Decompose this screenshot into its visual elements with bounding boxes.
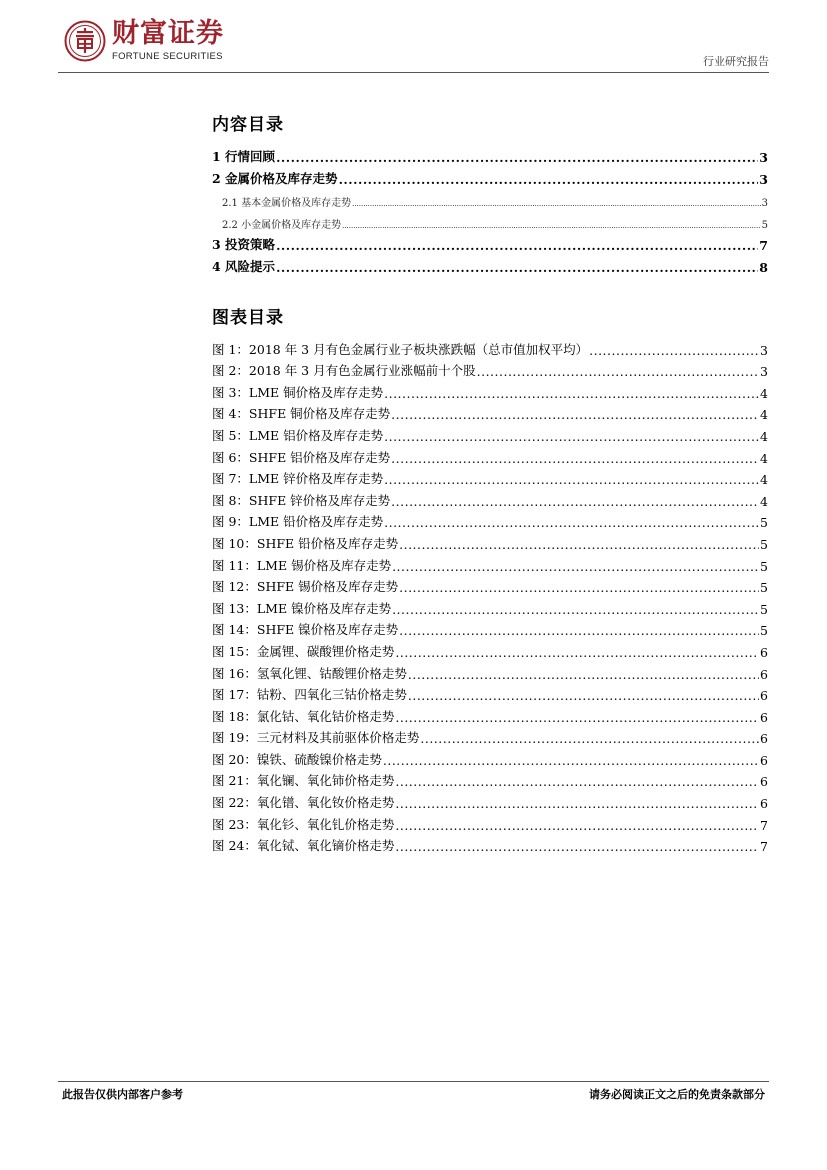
figure-entry[interactable] xyxy=(212,509,768,531)
entry-page-number: 4 xyxy=(760,450,768,466)
dot-leader xyxy=(408,688,759,703)
entry-label: 图 8：SHFE 锌价格及库存走势 xyxy=(212,492,391,508)
entry-label: 图 18：氯化钴、氧化钴价格走势 xyxy=(212,708,395,724)
entry-label: 1 行情回顾 xyxy=(212,149,276,164)
footer-divider xyxy=(58,1081,769,1082)
entry-page-number: 6 xyxy=(760,688,768,704)
figure-entry[interactable] xyxy=(212,660,768,682)
entry-page-number: 6 xyxy=(760,752,768,768)
dot-leader xyxy=(384,386,759,401)
footer-disclaimer-left: 此报告仅供内部客户参考 xyxy=(62,1088,183,1101)
entry-page-number: 6 xyxy=(760,796,768,812)
entry-label: 图 7：LME 锌价格及库存走势 xyxy=(212,471,384,487)
contents-entry[interactable] xyxy=(212,231,768,253)
dot-leader xyxy=(276,150,758,165)
entry-label: 图 3：LME 铜价格及库存走势 xyxy=(212,384,384,400)
entry-page-number: 3 xyxy=(760,342,768,358)
entry-page-number: 5 xyxy=(760,536,768,552)
dot-leader xyxy=(392,602,759,617)
entry-label: 图 6：SHFE 铝价格及库存走势 xyxy=(212,449,391,465)
contents-entry[interactable] xyxy=(212,209,768,231)
entry-label: 图 14：SHFE 镍价格及库存走势 xyxy=(212,622,399,638)
entry-page-number: 4 xyxy=(760,385,768,401)
entry-label: 图 2：2018 年 3 月有色金属行业涨幅前十个股 xyxy=(212,363,476,379)
figures-title: 图表目录 xyxy=(212,308,284,328)
dot-leader xyxy=(420,731,759,746)
figure-entry[interactable] xyxy=(212,617,768,639)
figure-entry[interactable] xyxy=(212,811,768,833)
entry-page-number: 6 xyxy=(760,774,768,790)
figure-entry[interactable] xyxy=(212,530,768,552)
entry-page-number: 5 xyxy=(760,601,768,617)
entry-label: 图 20：镍铁、硫酸镍价格走势 xyxy=(212,751,382,767)
entry-page-number: 8 xyxy=(759,260,768,275)
entry-label: 图 17：钴粉、四氧化三钴价格走势 xyxy=(212,687,407,703)
entry-label: 图 10：SHFE 铅价格及库存走势 xyxy=(212,535,399,551)
figure-entry[interactable] xyxy=(212,552,768,574)
entry-page-number: 6 xyxy=(760,644,768,660)
entry-label: 图 5：LME 铝价格及库存走势 xyxy=(212,427,384,443)
entry-page-number: 7 xyxy=(760,817,768,833)
entry-page-number: 3 xyxy=(759,172,768,187)
figure-entry[interactable] xyxy=(212,574,768,596)
dot-leader xyxy=(384,429,759,444)
contents-entry[interactable] xyxy=(212,165,768,187)
dot-leader xyxy=(395,645,759,660)
entry-label: 图 11：LME 锡价格及库存走势 xyxy=(212,557,392,573)
figure-entry[interactable] xyxy=(212,725,768,747)
entry-label: 图 21：氧化镧、氧化铈价格走势 xyxy=(212,773,395,789)
entry-page-number: 3 xyxy=(761,198,768,209)
entry-page-number: 5 xyxy=(761,220,768,231)
entry-label: 图 1：2018 年 3 月有色金属行业子板块涨跌幅（总市值加权平均） xyxy=(212,341,589,357)
figure-entry[interactable] xyxy=(212,682,768,704)
entry-page-number: 5 xyxy=(760,515,768,531)
report-type-label: 行业研究报告 xyxy=(703,55,769,68)
dot-leader xyxy=(342,220,761,231)
figure-entry[interactable] xyxy=(212,487,768,509)
entry-label: 图 19：三元材料及其前驱体价格走势 xyxy=(212,730,420,746)
entry-label: 图 23：氧化钐、氧化钆价格走势 xyxy=(212,816,395,832)
entry-page-number: 7 xyxy=(759,238,768,253)
page-header xyxy=(0,0,827,80)
figure-entry[interactable] xyxy=(212,422,768,444)
entry-page-number: 3 xyxy=(759,150,768,165)
contents-entry[interactable] xyxy=(212,187,768,209)
dot-leader xyxy=(352,198,761,209)
entry-page-number: 4 xyxy=(760,493,768,509)
entry-page-number: 6 xyxy=(760,666,768,682)
dot-leader xyxy=(391,494,759,509)
entry-page-number: 5 xyxy=(760,623,768,639)
dot-leader xyxy=(384,515,759,530)
entry-page-number: 7 xyxy=(760,839,768,855)
entry-label: 图 9：LME 铅价格及库存走势 xyxy=(212,514,384,530)
figure-entry[interactable] xyxy=(212,746,768,768)
figure-entry[interactable] xyxy=(212,595,768,617)
figure-entry[interactable] xyxy=(212,768,768,790)
figure-entry[interactable] xyxy=(212,336,768,358)
dot-leader xyxy=(392,559,759,574)
entry-label: 3 投资策略 xyxy=(212,237,276,252)
figure-entry[interactable] xyxy=(212,444,768,466)
figure-entry[interactable] xyxy=(212,833,768,855)
company-logo xyxy=(64,20,224,62)
dot-leader xyxy=(395,774,759,789)
entry-label: 图 4：SHFE 铜价格及库存走势 xyxy=(212,406,391,422)
dot-leader xyxy=(395,818,759,833)
contents-title: 内容目录 xyxy=(212,115,284,135)
footer-disclaimer-right: 请务必阅读正文之后的免责条款部分 xyxy=(589,1088,765,1101)
header-divider xyxy=(58,72,769,73)
figure-entry[interactable] xyxy=(212,789,768,811)
dot-leader xyxy=(276,260,758,275)
entry-label: 2 金属价格及库存走势 xyxy=(212,171,338,186)
figure-entry[interactable] xyxy=(212,401,768,423)
dot-leader xyxy=(399,580,759,595)
figure-entry[interactable] xyxy=(212,638,768,660)
dot-leader xyxy=(589,343,759,358)
dot-leader xyxy=(399,623,759,638)
dot-leader xyxy=(391,407,759,422)
dot-leader xyxy=(339,172,759,187)
figure-entry[interactable] xyxy=(212,379,768,401)
dot-leader xyxy=(395,796,759,811)
entry-label: 图 12：SHFE 锡价格及库存走势 xyxy=(212,579,399,595)
entry-label: 图 24：氧化铽、氧化镝价格走势 xyxy=(212,838,395,854)
entry-page-number: 5 xyxy=(760,580,768,596)
dot-leader xyxy=(399,537,759,552)
dot-leader xyxy=(395,839,759,854)
fortune-seal-icon xyxy=(64,20,106,62)
dot-leader xyxy=(384,472,759,487)
dot-leader xyxy=(391,451,759,466)
entry-label: 图 15：金属锂、碳酸锂价格走势 xyxy=(212,643,395,659)
contents-list xyxy=(212,143,768,275)
figure-entry[interactable] xyxy=(212,466,768,488)
dot-leader xyxy=(276,238,758,253)
entry-label: 2.1 基本金属价格及库存走势 xyxy=(222,198,352,209)
entry-page-number: 4 xyxy=(760,407,768,423)
contents-entry[interactable] xyxy=(212,253,768,275)
contents-entry[interactable] xyxy=(212,143,768,165)
entry-page-number: 6 xyxy=(760,709,768,725)
figure-entry[interactable] xyxy=(212,358,768,380)
entry-label: 图 22：氧化镨、氧化钕价格走势 xyxy=(212,795,395,811)
logo-chinese-name: 财富证券 xyxy=(112,18,224,50)
entry-label: 2.2 小金属价格及库存走势 xyxy=(222,220,342,231)
entry-page-number: 6 xyxy=(760,731,768,747)
entry-label: 图 13：LME 镍价格及库存走势 xyxy=(212,600,392,616)
dot-leader xyxy=(408,667,759,682)
entry-label: 图 16：氢氧化锂、钴酸锂价格走势 xyxy=(212,665,407,681)
entry-page-number: 5 xyxy=(760,558,768,574)
dot-leader xyxy=(477,364,759,379)
entry-page-number: 4 xyxy=(760,472,768,488)
dot-leader xyxy=(383,753,759,768)
dot-leader xyxy=(395,710,759,725)
entry-page-number: 4 xyxy=(760,428,768,444)
entry-page-number: 3 xyxy=(760,364,768,380)
entry-label: 4 风险提示 xyxy=(212,259,276,274)
logo-english-name: FORTUNE SECURITIES xyxy=(112,51,223,63)
figure-entry[interactable] xyxy=(212,703,768,725)
figures-list xyxy=(212,336,768,854)
